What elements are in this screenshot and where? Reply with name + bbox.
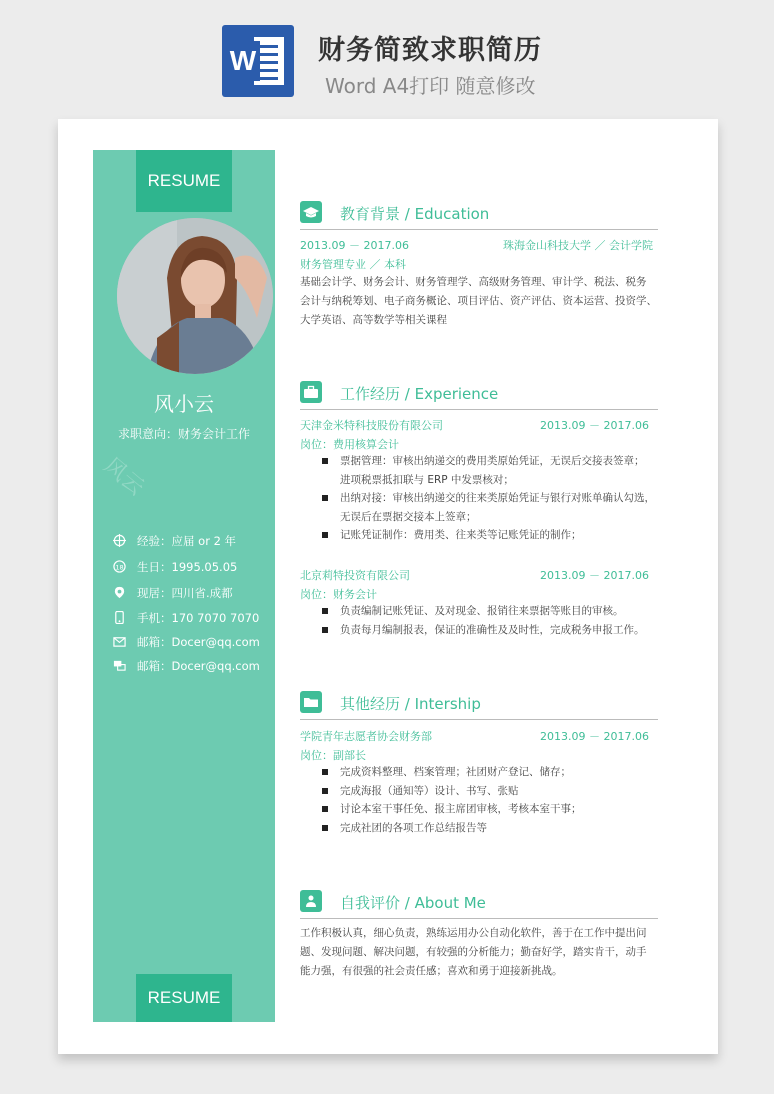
list-item: 负责每月编制报表，保证的准确性及及时性，完成税务申报工作。 (320, 621, 645, 640)
section-education-title: 教育背景 / Education (340, 205, 490, 223)
sidebar: RESUME 风小云 求职意向：财务会计工作 风云 经验：应届 or 2 年 18 生日：1995.05.05 现居：四川省.成都 手机：170 7070 7070 邮箱：Docer@qq.com 邮箱：Docer@qq.com RESUME (93, 150, 275, 1022)
mail-icon (113, 635, 126, 648)
education-period: 2013.09 － 2017.06 (300, 239, 409, 252)
list-item: 完成社团的各项工作总结报告等 (320, 819, 582, 838)
word-logo-letter: W (226, 41, 260, 81)
internship-duties (320, 763, 582, 837)
list-item: 记账凭证制作：费用类、往来类等记账凭证的制作； (320, 526, 655, 545)
main-content (300, 119, 660, 1054)
education-school: 珠海金山科技大学 ／ 会计学院 (503, 239, 653, 252)
briefcase-icon (300, 381, 322, 403)
location-pin-icon (113, 586, 126, 599)
chat-icon (113, 659, 126, 672)
graduation-cap-icon (300, 201, 322, 223)
section-about-title: 自我评价 / About Me (340, 894, 486, 912)
job-2-position: 岗位：财务会计 (300, 588, 377, 601)
banner-title: 财务简致求职简历 (318, 35, 542, 66)
banner-subtitle: Word A4打印 随意修改 (325, 74, 536, 98)
header-banner (0, 0, 774, 110)
resume-tag-bottom: RESUME (136, 974, 232, 1022)
about-text: 工作积极认真，细心负责，熟练运用办公自动化软件，善于在工作中提出问 题、发现问题、解决问题，有较强的分析能力；勤奋好学，踏实肯干，动手 能力强，有很强的社会责任感；喜欢和勇于迎接新挑战。 (300, 927, 647, 977)
section-internship-title: 其他经历 / Intership (340, 695, 481, 713)
internship-period: 2013.09 － 2017.06 (540, 730, 649, 743)
list-item: 票据管理：审核出纳递交的费用类原始凭证，无误后交接表签章； 进项税票抵扣联与 ERP 中发票核对； (320, 452, 655, 489)
list-item: 出纳对接：审核出纳递交的往来类原始凭证与银行对账单确认勾选， 无误后在票据交接本上签章； (320, 489, 655, 526)
section-internship-header (300, 691, 660, 715)
candidate-name: 风小云 (154, 392, 214, 416)
list-item: 完成海报（通知等）设计、书写、张贴 (320, 782, 582, 801)
job-1-duties (320, 452, 655, 545)
resume-tag-top: RESUME (136, 150, 232, 212)
section-about-header (300, 890, 660, 914)
job-1-period: 2013.09 － 2017.06 (540, 419, 649, 432)
calendar-icon (113, 560, 126, 573)
list-item: 讨论本室干事任免、报主席团审核，考核本室干事； (320, 800, 582, 819)
phone-icon (113, 611, 126, 624)
people-icon (300, 890, 322, 912)
section-experience-title: 工作经历 / Experience (340, 385, 499, 403)
svg-text:18: 18 (115, 563, 124, 572)
list-item: 负责编制记账凭证、及对现金、报销往来票据等账目的审核。 (320, 602, 645, 621)
job-2-duties (320, 602, 645, 639)
internship-position: 岗位：副部长 (300, 749, 366, 762)
section-education-header (300, 201, 660, 225)
education-courses: 基础会计学、财务会计、财务管理学、高级财务管理、审计学、税法、税务 会计与纳税筹划、电子商务概论、项目评估、资产评估、资本运营、投资学、 大学英语、高等数学等相关课程 (300, 276, 657, 326)
word-logo-icon (222, 25, 294, 97)
internship-org: 学院青年志愿者协会财务部 (300, 730, 432, 743)
target-icon (113, 534, 126, 547)
job-1-company: 天津金米特科技股份有限公司 (300, 419, 443, 432)
avatar (117, 218, 273, 374)
resume-page (58, 119, 718, 1054)
list-item: 完成资料整理、档案管理；社团财产登记、储存； (320, 763, 582, 782)
job-2-company: 北京莉特投资有限公司 (300, 569, 410, 582)
job-2-period: 2013.09 － 2017.06 (540, 569, 649, 582)
education-major: 财务管理专业 ／ 本科 (300, 258, 406, 271)
folder-icon (300, 691, 322, 713)
job-intent: 求职意向：财务会计工作 (117, 427, 250, 441)
job-1-position: 岗位：费用核算会计 (300, 438, 399, 451)
section-experience-header (300, 381, 660, 405)
